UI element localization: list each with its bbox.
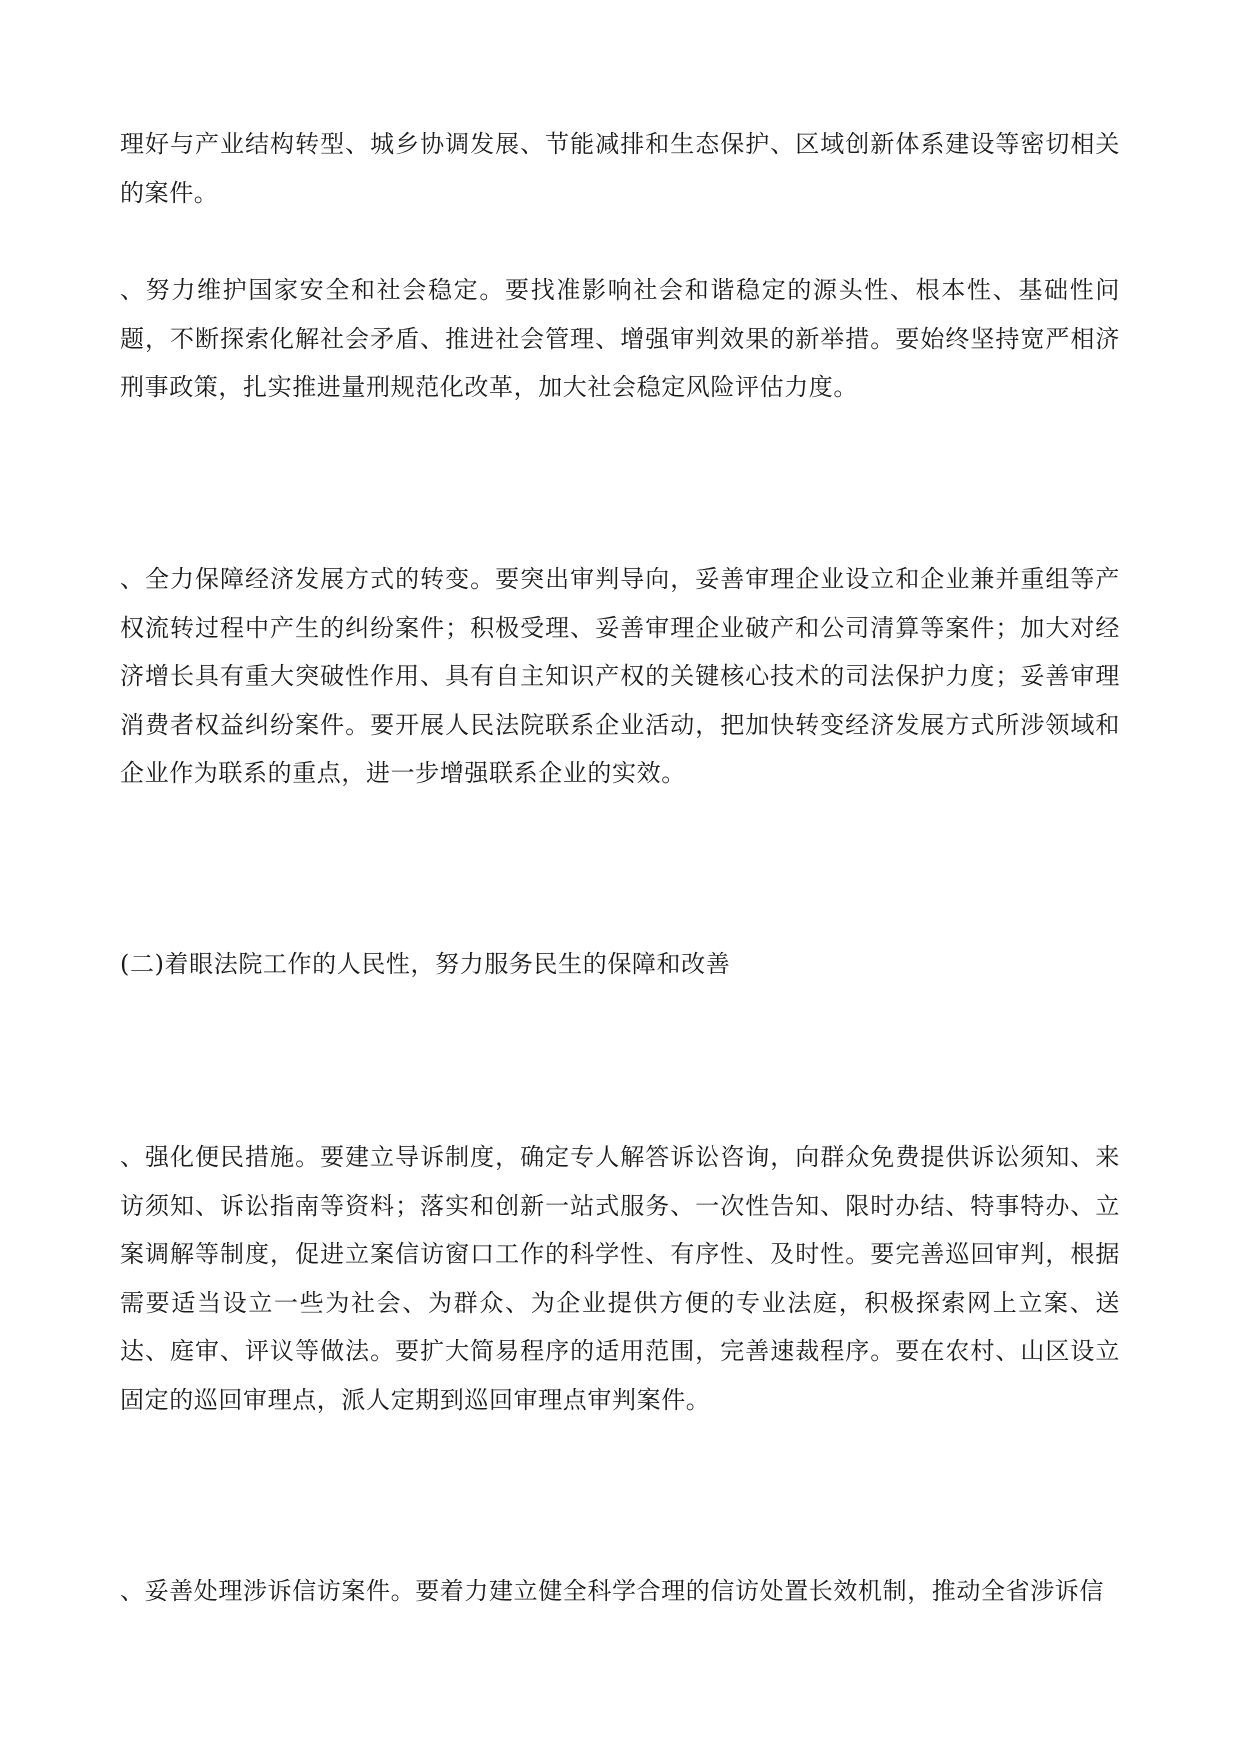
paragraph-national-security: 、努力维护国家安全和社会稳定。要找准影响社会和谐稳定的源头性、根本性、基础性问题，不断探索化解社会矛盾、推进社会管理、增强审判效果的新举措。要始终坚持宽严相济刑事政策，扎实推进量刑规范化改革，加大社会稳定风险评估力度。	[120, 276, 1120, 401]
paragraph-petition-cases: 、妥善处理涉诉信访案件。要着力建立健全科学合理的信访处置长效机制，推动全省涉诉信	[120, 1577, 1104, 1605]
paragraph-convenience-measures: 、强化便民措施。要建立导诉制度，确定专人解答诉讼咨询，向群众免费提供诉讼须知、来访须知、诉讼指南等资料；落实和创新一站式服务、一次性告知、限时办结、特事特办、立案调解等制度，促进立案信访窗口工作的科学性、有序性、及时性。要完善巡回审判，根据需要适当设立一些为社会、为群众、为企业提供方便的专业法庭，积极探索网上立案、送达、庭审、评议等做法。要扩大简易程序的适用范围，完善速裁程序。要在农村、山区设立固定的巡回审理点，派人定期到巡回审理点审判案件。	[120, 1143, 1120, 1414]
section-heading-2: (二)着眼法院工作的人民性，努力服务民生的保障和改善	[120, 950, 731, 978]
paragraph-economic-development: 、全力保障经济发展方式的转变。要突出审判导向，妥善审理企业设立和企业兼并重组等产权流转过程中产生的纠纷案件；积极受理、妥善审理企业破产和公司清算等案件；加大对经济增长具有重大突破性作用、具有自主知识产权的关键核心技术的司法保护力度；妥善审理消费者权益纠纷案件。要开展人民法院联系企业活动，把加快转变经济发展方式所涉领域和企业作为联系的重点，进一步增强联系企业的实效。	[120, 565, 1120, 787]
paragraph-1: 理好与产业结构转型、城乡协调发展、节能减排和生态保护、区域创新体系建设等密切相关的案件。	[120, 130, 1120, 207]
